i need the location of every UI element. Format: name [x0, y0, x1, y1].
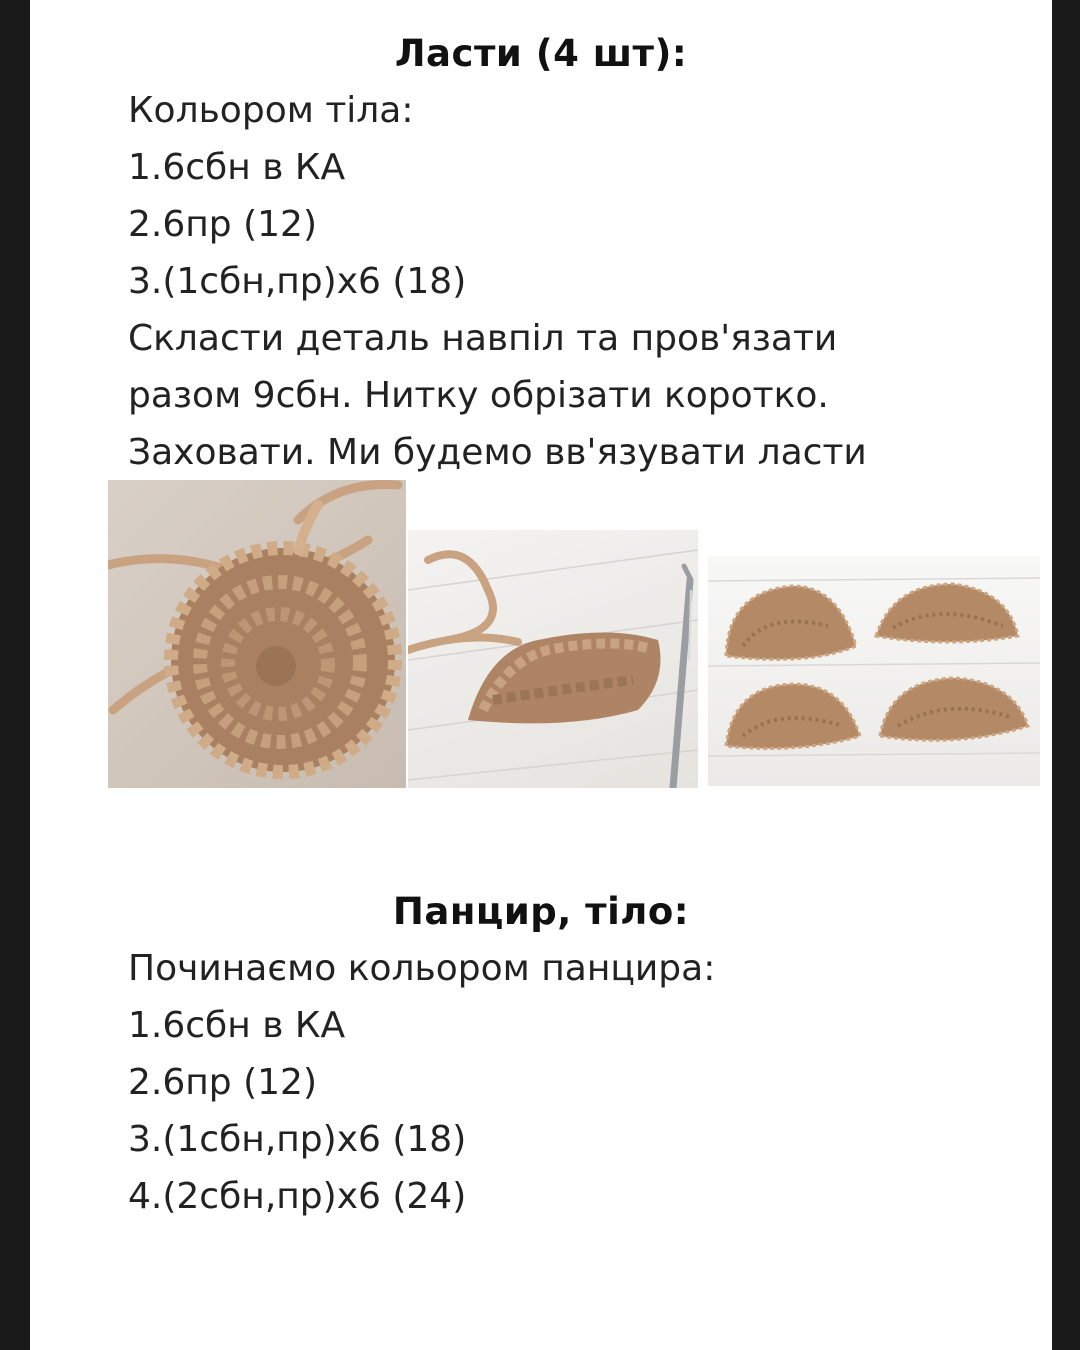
instruction-line: 1.6сбн в КА: [128, 147, 346, 188]
instruction-line: 3.(1сбн,пр)х6 (18): [128, 1119, 467, 1160]
four-flippers-photo-icon: [708, 556, 1040, 786]
instruction-line: 3.(1сбн,пр)х6 (18): [128, 261, 467, 302]
instruction-line: Кольором тіла:: [128, 90, 414, 131]
instruction-line: Починаємо кольором панцира:: [128, 948, 716, 989]
instruction-line: 1.6сбн в КА: [128, 1005, 346, 1046]
section-title-shell-body: Панцир, тіло:: [392, 890, 690, 933]
instruction-line: Скласти деталь навпіл та пров'язати: [128, 318, 838, 359]
instruction-line: 2.6пр (12): [128, 204, 317, 245]
crochet-circle-photo-icon: [108, 480, 406, 788]
shell-body-instructions: [128, 940, 715, 1225]
section-title-flippers: Ласти (4 шт):: [394, 32, 688, 75]
instruction-line: разом 9сбн. Нитку обрізати коротко.: [128, 375, 829, 416]
instruction-line: 4.(2сбн,пр)х6 (24): [128, 1176, 467, 1217]
instruction-line: Заховати. Ми будемо вв'язувати ласти: [128, 432, 867, 473]
document-page: [30, 0, 1052, 1350]
folded-piece-with-hook-photo-icon: [408, 530, 698, 788]
flippers-instructions: [128, 82, 867, 481]
instruction-line: 2.6пр (12): [128, 1062, 317, 1103]
